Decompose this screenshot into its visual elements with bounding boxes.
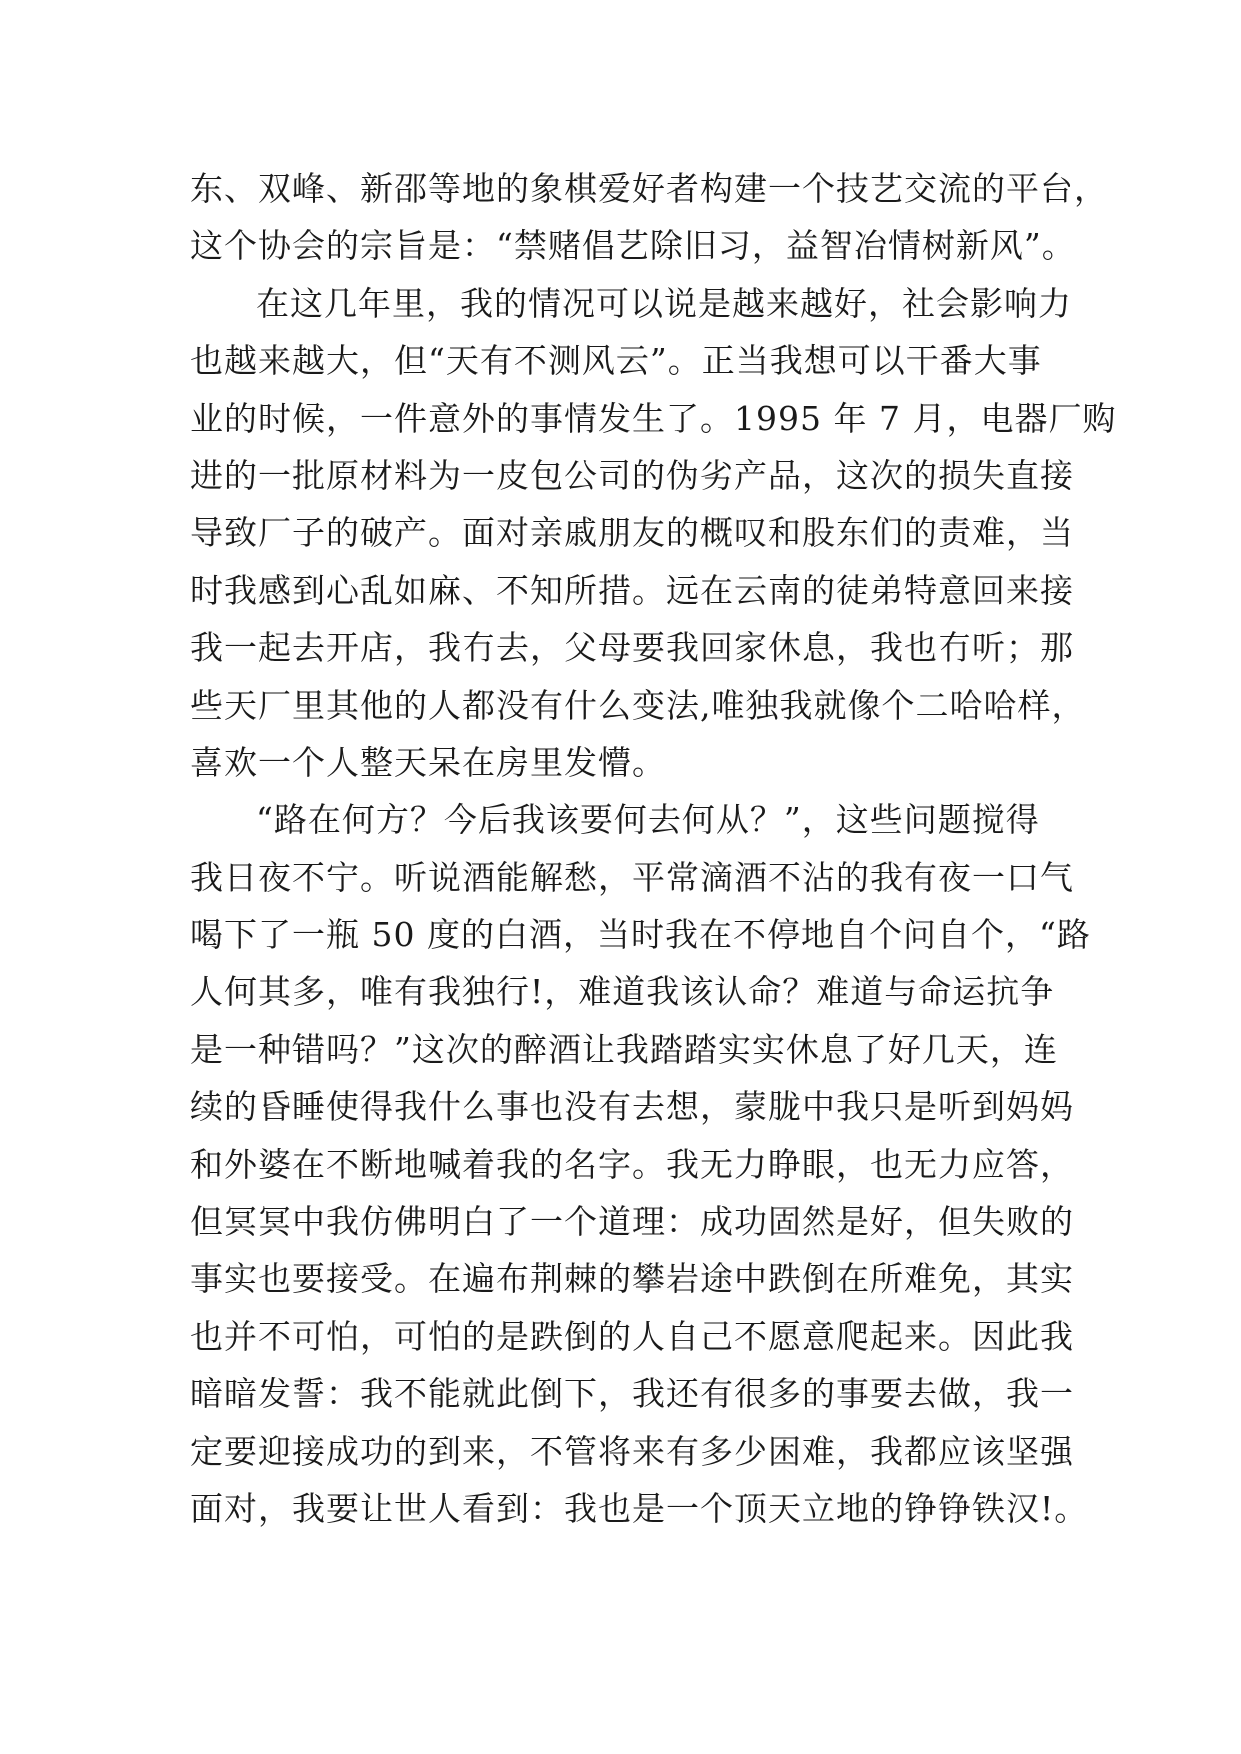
text-line: 人何其多，唯有我独行!，难道我该认命？难道与命运抗争	[190, 972, 1055, 1012]
text-line: 也越来越大，但“天有不测风云”。正当我想可以干番大事	[190, 341, 1042, 381]
text-line: 我一起去开店，我冇去，父母要我回家休息，我也冇听；那	[190, 628, 1074, 668]
text-line: 但冥冥中我仿佛明白了一个道理：成功固然是好，但失败的	[190, 1202, 1074, 1242]
paragraph-first-line: 在这几年里，我的情况可以说是越来越好，社会影响力	[256, 283, 1072, 323]
text-line: 和外婆在不断地喊着我的名字。我无力睁眼，也无力应答，	[190, 1144, 1074, 1184]
body-text	[190, 160, 1117, 1537]
text-line: 面对，我要让世人看到：我也是一个顶天立地的铮铮铁汉!。	[190, 1488, 1089, 1528]
text-line: 这个协会的宗旨是：“禁赌倡艺除旧习，益智冶情树新风”。	[190, 226, 1076, 266]
text-line: 时我感到心乱如麻、不知所措。远在云南的徒弟特意回来接	[190, 570, 1074, 610]
text-line: 暗暗发誓：我不能就此倒下，我还有很多的事要去做，我一	[190, 1374, 1074, 1414]
paragraph-first-line: “路在何方？今后我该要何去何从？”，这些问题搅得	[256, 800, 1040, 840]
text-line: 事实也要接受。在遍布荆棘的攀岩途中跌倒在所难免，其实	[190, 1259, 1074, 1299]
text-line: 定要迎接成功的到来，不管将来有多少困难，我都应该坚强	[190, 1431, 1074, 1471]
text-line: 也并不可怕，可怕的是跌倒的人自己不愿意爬起来。因此我	[190, 1316, 1074, 1356]
text-line: 些天厂里其他的人都没有什么变法,唯独我就像个二哈哈样，	[190, 685, 1086, 725]
text-line: 业的时候，一件意外的事情发生了。1995 年 7 月，电器厂购	[190, 398, 1117, 438]
text-line: 喜欢一个人整天呆在房里发懵。	[190, 742, 666, 782]
text-line: 导致厂子的破产。面对亲戚朋友的概叹和股东们的责难，当	[190, 513, 1074, 553]
text-line: 喝下了一瓶 50 度的白酒，当时我在不停地自个问自个，“路	[190, 915, 1091, 955]
text-line: 进的一批原材料为一皮包公司的伪劣产品，这次的损失直接	[190, 455, 1074, 495]
text-line: 东、双峰、新邵等地的象棋爱好者构建一个技艺交流的平台，	[190, 169, 1108, 208]
text-line: 续的昏睡使得我什么事也没有去想，蒙胧中我只是听到妈妈	[190, 1087, 1074, 1127]
text-line: 是一种错吗？”这次的醉酒让我踏踏实实休息了好几天，连	[190, 1029, 1058, 1069]
text-line: 我日夜不宁。听说酒能解愁，平常滴酒不沾的我有夜一口气	[190, 857, 1074, 897]
